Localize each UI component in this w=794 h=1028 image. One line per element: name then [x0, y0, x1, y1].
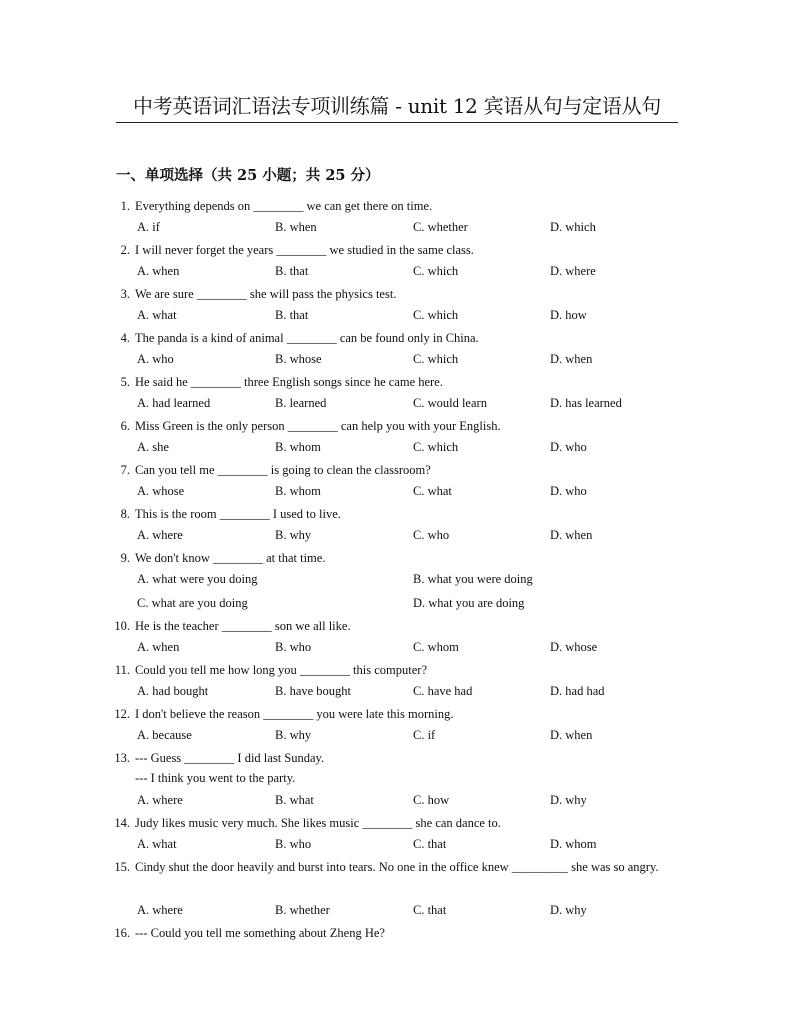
answer-option: C. which	[413, 440, 459, 454]
answer-option: A. when	[137, 264, 180, 278]
answer-option: A. had learned	[137, 396, 211, 410]
question-number: 11.	[114, 663, 130, 677]
answer-option: A. where	[137, 903, 183, 917]
answer-option: A. where	[137, 793, 183, 807]
answer-option: D. had had	[550, 684, 605, 698]
question-number: 2.	[120, 243, 130, 257]
question-stem	[0, 813, 794, 833]
answer-option: B. whose	[275, 352, 322, 366]
question-number: 7.	[120, 463, 130, 477]
answer-option: D. when	[550, 352, 593, 366]
answer-option: A. had bought	[137, 684, 209, 698]
answer-option: C. whom	[413, 640, 459, 654]
option-row	[0, 392, 794, 416]
answer-option: B. why	[275, 728, 312, 742]
answer-option: A. what	[137, 308, 177, 322]
question-number: 9.	[120, 551, 130, 565]
title-underline	[116, 122, 678, 123]
question-stem	[0, 704, 794, 724]
answer-option: A. if	[137, 220, 160, 234]
answer-option: D. when	[550, 528, 593, 542]
option-row	[0, 680, 794, 704]
option-row	[0, 480, 794, 504]
answer-option: B. who	[275, 640, 312, 654]
answer-option: D. when	[550, 728, 593, 742]
question-text: This is the room ________ I used to live.	[135, 507, 341, 521]
answer-option: D. has learned	[550, 396, 622, 410]
answer-option: B. have bought	[275, 684, 352, 698]
option-row	[0, 524, 794, 548]
question-text: The panda is a kind of animal ________ can be found only in China.	[135, 331, 479, 345]
question-item	[0, 923, 794, 943]
dialogue-line: --- I think you went to the party.	[135, 771, 296, 785]
question-stem	[0, 660, 794, 680]
question-stem	[0, 328, 794, 348]
answer-option: C. if	[413, 728, 436, 742]
option-row	[0, 899, 794, 923]
option-row	[0, 260, 794, 284]
answer-option: B. whom	[275, 440, 321, 454]
answer-option: D. how	[550, 308, 587, 322]
answer-option: A. who	[137, 352, 174, 366]
question-number: 6.	[120, 419, 130, 433]
answer-option: D. who	[550, 440, 587, 454]
answer-option: C. would learn	[413, 396, 487, 410]
question-stem	[0, 857, 794, 899]
answer-option: D. whose	[550, 640, 598, 654]
question-item	[0, 504, 794, 548]
question-stem	[0, 923, 794, 943]
answer-option: C. which	[413, 308, 459, 322]
answer-option: C. whether	[413, 220, 468, 234]
answer-option: A. what were you doing	[137, 572, 258, 586]
answer-option: A. whose	[137, 484, 185, 498]
question-stem	[0, 240, 794, 260]
document-title: 中考英语词汇语法专项训练篇 - unit 12 宾语从句与定语从句	[133, 94, 661, 118]
answer-option: B. that	[275, 308, 309, 322]
answer-option: B. that	[275, 264, 309, 278]
answer-option: A. because	[137, 728, 192, 742]
question-text: He is the teacher ________ son we all like.	[135, 619, 351, 633]
question-number: 8.	[120, 507, 130, 521]
option-row	[0, 592, 794, 616]
answer-option: C. which	[413, 352, 459, 366]
question-text: Miss Green is the only person ________ can help you with your English.	[135, 419, 501, 433]
question-item	[0, 416, 794, 460]
question-text: --- Guess ________ I did last Sunday.	[135, 751, 325, 765]
question-text: Can you tell me ________ is going to clean the classroom?	[135, 463, 431, 477]
question-number: 10.	[114, 619, 130, 633]
question-stem	[0, 416, 794, 436]
question-number: 16.	[114, 926, 130, 940]
question-number: 1.	[120, 199, 130, 213]
answer-option: C. how	[413, 793, 450, 807]
answer-option: C. what are you doing	[137, 596, 248, 610]
answer-option: D. what you are doing	[413, 596, 525, 610]
answer-option: B. when	[275, 220, 317, 234]
option-row	[0, 436, 794, 460]
answer-option: D. who	[550, 484, 587, 498]
option-row	[0, 216, 794, 240]
question-number: 13.	[114, 751, 130, 765]
question-item	[0, 857, 794, 923]
question-stem	[0, 284, 794, 304]
answer-option: B. what you were doing	[413, 572, 533, 586]
answer-option: D. why	[550, 903, 587, 917]
question-text: We are sure ________ she will pass the physics test.	[135, 287, 397, 301]
question-number: 12.	[114, 707, 130, 721]
answer-option: D. where	[550, 264, 596, 278]
option-row	[0, 833, 794, 857]
question-text: We don't know ________ at that time.	[135, 551, 326, 565]
question-number: 3.	[120, 287, 130, 301]
answer-option: C. that	[413, 903, 447, 917]
answer-option: B. learned	[275, 396, 327, 410]
option-row	[0, 789, 794, 813]
question-text: He said he ________ three English songs since he came here.	[135, 375, 443, 389]
answer-option: B. who	[275, 837, 312, 851]
question-stem	[0, 748, 794, 768]
question-item	[0, 548, 794, 616]
question-stem	[0, 504, 794, 524]
answer-option: C. which	[413, 264, 459, 278]
answer-option: A. she	[137, 440, 169, 454]
section-heading: 一、单项选择（共 25 小题；共 25 分）	[116, 167, 380, 184]
option-row	[0, 348, 794, 372]
question-text: I will never forget the years ________ we studied in the same class.	[135, 243, 474, 257]
question-item	[0, 460, 794, 504]
answer-option: B. what	[275, 793, 314, 807]
question-number: 4.	[120, 331, 130, 345]
question-item	[0, 813, 794, 857]
question-item	[0, 372, 794, 416]
answer-option: D. which	[550, 220, 596, 234]
question-item	[0, 704, 794, 748]
question-number: 15.	[114, 860, 130, 874]
option-row	[0, 636, 794, 660]
answer-option: C. what	[413, 484, 452, 498]
question-stem	[0, 616, 794, 636]
question-item	[0, 240, 794, 284]
question-item	[0, 660, 794, 704]
answer-option: B. whom	[275, 484, 321, 498]
option-row	[0, 304, 794, 328]
question-item	[0, 328, 794, 372]
answer-option: C. have had	[413, 684, 473, 698]
answer-option: D. whom	[550, 837, 597, 851]
answer-option: C. that	[413, 837, 447, 851]
question-item	[0, 196, 794, 240]
question-item	[0, 748, 794, 813]
question-text: Everything depends on ________ we can get there on time.	[135, 199, 433, 213]
answer-option: A. when	[137, 640, 180, 654]
question-text: Could you tell me how long you ________ this computer?	[135, 663, 427, 677]
question-stem	[0, 548, 794, 568]
question-text: Judy likes music very much. She likes music ________ she can dance to.	[135, 816, 501, 830]
option-row	[0, 568, 794, 592]
question-number: 14.	[114, 816, 130, 830]
question-stem	[0, 196, 794, 216]
question-stem	[0, 372, 794, 392]
answer-option: C. who	[413, 528, 450, 542]
answer-option: D. why	[550, 793, 587, 807]
answer-option: B. whether	[275, 903, 330, 917]
answer-option: A. what	[137, 837, 177, 851]
question-item	[0, 284, 794, 328]
question-text: --- Could you tell me something about Zheng He?	[135, 926, 385, 940]
answer-option: B. why	[275, 528, 312, 542]
question-number: 5.	[120, 375, 130, 389]
question-stem	[0, 460, 794, 480]
question-list	[0, 196, 794, 943]
option-row	[0, 724, 794, 748]
answer-option: A. where	[137, 528, 183, 542]
question-item	[0, 616, 794, 660]
question-text: Cindy shut the door heavily and burst into tears. No one in the office knew _________ she was so angry.	[135, 860, 659, 874]
question-text: I don't believe the reason ________ you were late this morning.	[135, 707, 454, 721]
